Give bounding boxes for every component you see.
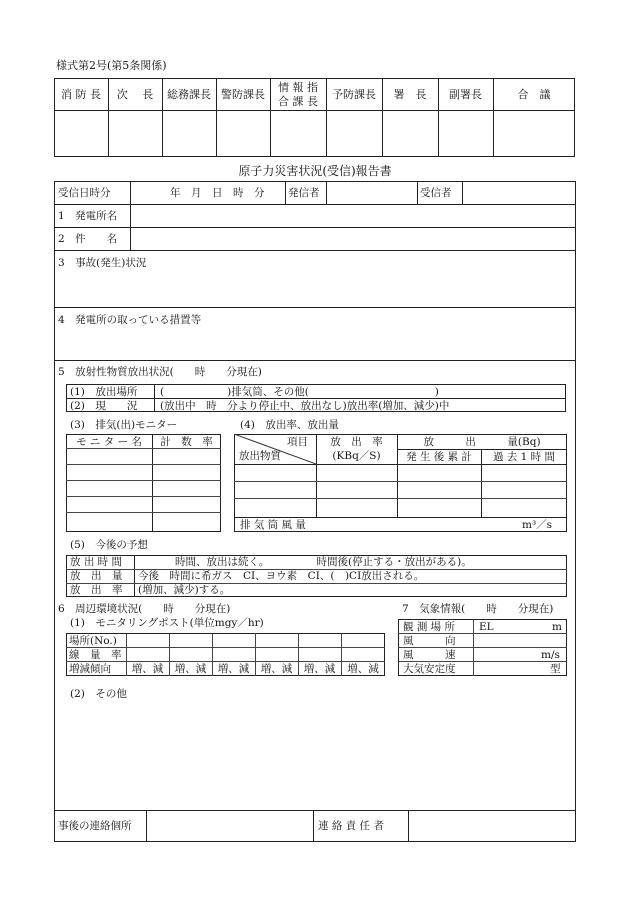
approval-defense: 警防課長 — [221, 88, 265, 101]
trend-cell: 増、減 — [217, 663, 250, 675]
release-amount-header: 放 出 量(Bq) — [423, 436, 541, 448]
forecast-time-label: 放 出 時 間 — [70, 556, 123, 568]
approval-consultation: 合 議 — [517, 88, 551, 101]
form-id: 様式第2号(第5条関係) — [56, 59, 167, 72]
section5-heading: 5 放射性物質放出状況( 時 分現在) — [58, 366, 262, 378]
cumulative-header: 発 生 後 累 計 — [406, 451, 472, 463]
wind-direction-label: 風 向 — [403, 635, 456, 647]
elevation-label: EL — [479, 621, 494, 633]
forecast-time-value: 時間、放出は続く。 時間後(停止する・放出がある)。 — [175, 556, 472, 568]
approval-station-chief: 署 長 — [393, 88, 427, 101]
current-status-label: (2) 現 況 — [70, 400, 138, 412]
observation-place-label: 観 測 場 所 — [403, 621, 456, 633]
release-rate-header: 放 出 率 — [330, 436, 383, 448]
item-label: 項目 — [287, 436, 308, 448]
current-status-value: (放出中 時 分より停止中、放出なし)放出率(増加、減少)中 — [160, 400, 450, 412]
past-hour-header: 過 去 1 時 間 — [492, 451, 556, 463]
trend-cell: 増、減 — [174, 663, 207, 675]
stability-label: 大気安定度 — [403, 663, 456, 675]
subject-field[interactable] — [131, 228, 575, 249]
approval-info-cmd-2: 合 課 長 — [278, 95, 318, 108]
section6-heading: 6 周辺環境状況( 時 分現在) — [58, 603, 231, 615]
approval-general-affairs: 総務課長 — [167, 88, 211, 101]
plant-name-field[interactable] — [131, 205, 575, 226]
approval-chief: 消 防 長 — [61, 88, 101, 101]
count-rate-header: 計 数 率 — [160, 436, 213, 448]
page-title: 原子力災害状況(受信)報告書 — [238, 164, 392, 178]
monitor-heading: (3) 排気(出)モニター — [70, 419, 178, 431]
forecast-heading: (5) 今後の予想 — [70, 539, 148, 551]
elevation-unit: m — [552, 621, 562, 633]
stack-flow-label: 排 気 筒 風 量 — [240, 519, 306, 531]
contact-place-field[interactable] — [147, 811, 312, 841]
trend-cell: 増、減 — [347, 663, 379, 675]
contact-person-field[interactable] — [409, 811, 575, 841]
forecast-amount-label: 放 出 量 — [70, 570, 123, 582]
section3-label: 3 事故(発生)状況 — [58, 257, 147, 269]
approval-vice-chief: 副署長 — [449, 88, 482, 101]
trend-cell: 増、減 — [260, 663, 293, 675]
section1-label: 1 発電所名 — [58, 210, 118, 222]
contact-place-label: 事後の連絡個所 — [58, 820, 132, 832]
stack-flow-unit: m³／s — [522, 519, 553, 531]
monitor-name-header: モ ニ タ ー 名 — [76, 436, 142, 448]
contact-person-label: 連 絡 責 任 者 — [318, 820, 384, 832]
release-location-label: (1) 放出場所 — [70, 386, 138, 398]
approval-deputy: 次 長 — [116, 88, 154, 101]
dose-rate-label: 線 量 率 — [69, 649, 122, 661]
stability-unit: 型 — [550, 663, 561, 675]
substance-label: 放出物質 — [239, 450, 281, 462]
rate-heading: (4) 放出率、放出量 — [240, 419, 339, 431]
reception-label: 受信日時分 — [58, 187, 111, 199]
forecast-amount-value: 今後 時間に希ガス CI、ヨウ素 CI、( )CI放出される。 — [138, 570, 425, 582]
release-location-value: ( )排気筒、その他( ) — [160, 386, 439, 398]
forecast-rate-value: (増加、減少)する。 — [138, 584, 231, 596]
trend-label: 増減傾向 — [69, 663, 111, 675]
forecast-rate-label: 放 出 率 — [70, 584, 123, 596]
reception-datetime: 年 月 日 時 分 — [170, 187, 265, 199]
trend-cell: 増、減 — [131, 663, 164, 675]
sender-field[interactable] — [327, 182, 416, 203]
section2-label: 2 件 名 — [58, 233, 118, 245]
place-label: 場所(No.) — [69, 635, 117, 647]
section4-label: 4 発電所の取っている措置等 — [58, 314, 202, 326]
wind-speed-unit: m/s — [541, 649, 560, 661]
wind-speed-label: 風 速 — [403, 649, 456, 661]
receiver-field[interactable] — [463, 182, 575, 203]
monitoring-post-heading: (1) モニタリングポスト(単位mgy／hr) — [70, 617, 264, 629]
sender-label: 発信者 — [288, 187, 320, 199]
approval-prevention: 予防課長 — [332, 88, 376, 101]
section7-heading: 7 気象情報( 時 分現在) — [402, 603, 554, 615]
release-rate-unit: (KBq／S) — [332, 450, 381, 462]
trend-cell: 増、減 — [303, 663, 336, 675]
receiver-label: 受信者 — [420, 187, 452, 199]
other-heading: (2) その他 — [70, 688, 127, 700]
approval-info-cmd-1: 情 報 指 — [278, 81, 318, 94]
